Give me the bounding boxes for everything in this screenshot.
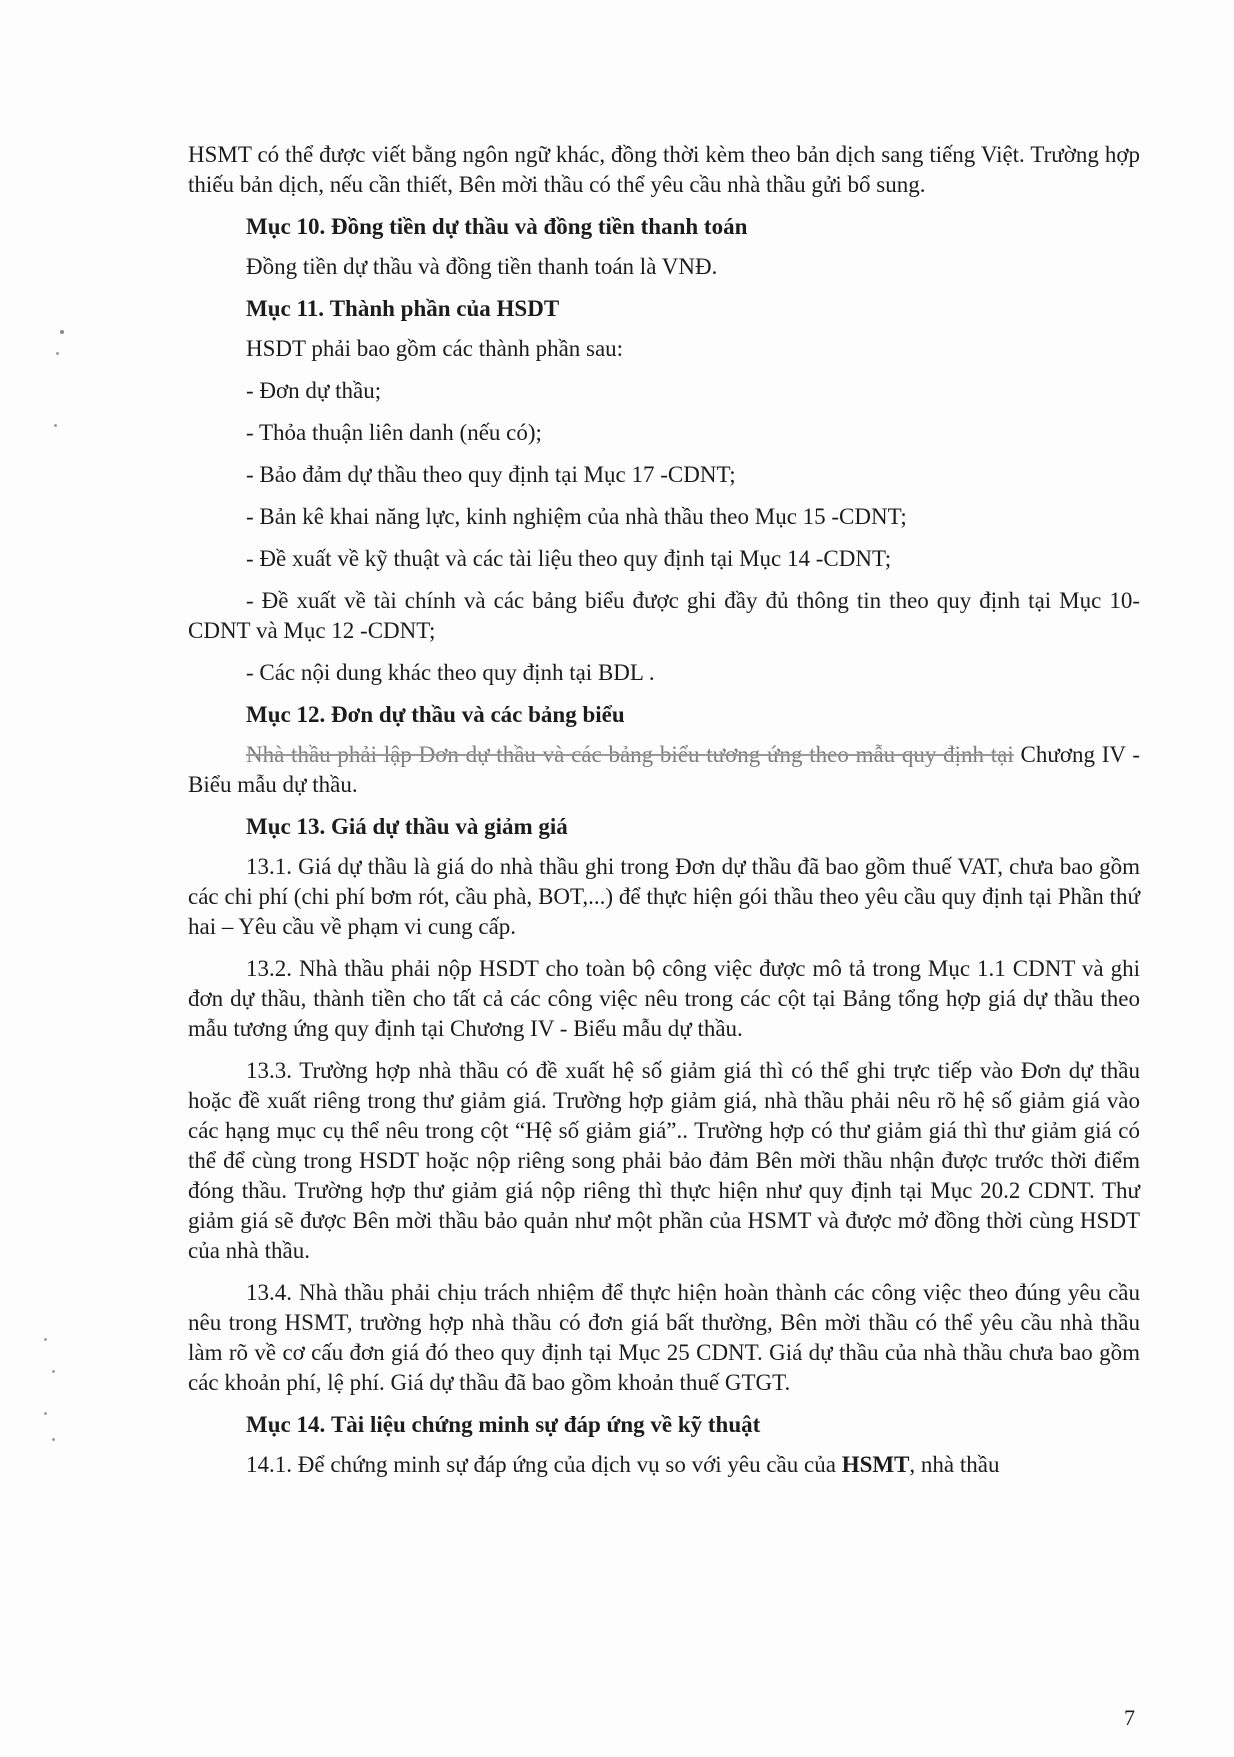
section-11-intro: HSDT phải bao gồm các thành phần sau:: [246, 336, 624, 361]
section-number: Mục 11.: [246, 296, 324, 321]
scan-speck: [52, 1370, 55, 1373]
section-heading-10: [188, 212, 1140, 242]
clause-13-2: 13.2. Nhà thầu phải nộp HSDT cho toàn bộ công việc được mô tả trong Mục 1.1 CDNT và ghi đơn dự thầu, thành tiền cho tất cả các công việc nêu trong các cột tại Bảng tổng hợp giá dự thầu theo mẫu tương ứng quy định tại Chương IV - Biểu mẫu dự thầu.: [188, 956, 1140, 1041]
section-title: Đồng tiền dự thầu và đồng tiền thanh toán: [330, 214, 748, 239]
section-heading-13: [188, 812, 1140, 842]
clause-14-1-text-end: , nhà thầu: [909, 1452, 1000, 1477]
section-title: Giá dự thầu và giảm giá: [330, 814, 568, 839]
section-heading-14: [188, 1410, 1140, 1440]
section-number: Mục 10.: [246, 214, 326, 239]
clause-14-1: [188, 1450, 1140, 1480]
section-title: Đơn dự thầu và các bảng biểu: [330, 702, 625, 727]
section-12-text: [188, 740, 1140, 800]
list-item: - Đơn dự thầu;: [246, 378, 382, 403]
scan-speck: [44, 1338, 47, 1341]
scan-speck: [52, 1438, 55, 1441]
document-body: [188, 140, 1140, 1480]
list-item: - Đề xuất về tài chính và các bảng biểu được ghi đầy đủ thông tin theo quy định tại Mục 10-CDNT và Mục 12 -CDNT;: [188, 588, 1140, 643]
section-number: Mục 12.: [246, 702, 326, 727]
struck-text: Nhà thầu phải lập Đơn dự thầu và các bảng biểu tương ứng theo mẫu quy định tại: [246, 742, 1014, 767]
section-title: Tài liệu chứng minh sự đáp ứng về kỹ thuật: [330, 1412, 761, 1437]
clause-14-1-text: 14.1. Để chứng minh sự đáp ứng của dịch vụ so với yêu cầu của: [246, 1452, 842, 1477]
clause-13-1: 13.1. Giá dự thầu là giá do nhà thầu ghi trong Đơn dự thầu đã bao gồm thuế VAT, chưa bao gồm các chi phí (chi phí bơm rót, cầu phà, BOT,...) để thực hiện gói thầu theo yêu cầu quy định tại Phần thứ hai – Yêu cầu về phạm vi cung cấp.: [188, 854, 1140, 939]
clause-14-1-bold: HSMT: [841, 1452, 910, 1477]
scan-speck: [44, 1412, 47, 1415]
clause-13-4: 13.4. Nhà thầu phải chịu trách nhiệm để thực hiện hoàn thành các công việc theo đúng yêu cầu nêu trong HSMT, trường hợp nhà thầu có đơn giá bất thường, Bên mời thầu có thể yêu cầu nhà thầu làm rõ về cơ cấu đơn giá đó theo quy định tại Mục 25 CDNT. Giá dự thầu của nhà thầu chưa bao gồm các khoản phí, lệ phí. Giá dự thầu đã bao gồm khoản thuế GTGT.: [188, 1280, 1140, 1395]
list-item: - Thỏa thuận liên danh (nếu có);: [246, 420, 542, 445]
list-item: - Bản kê khai năng lực, kinh nghiệm của nhà thầu theo Mục 15 -CDNT;: [246, 504, 907, 529]
section-12-text-cont: Chương IV - Biểu mẫu dự thầu.: [188, 742, 1141, 797]
list-item: - Bảo đảm dự thầu theo quy định tại Mục 17 -CDNT;: [246, 462, 736, 487]
section-10-text: Đồng tiền dự thầu và đồng tiền thanh toán là VNĐ.: [246, 254, 718, 279]
page-number: 7: [1124, 1705, 1135, 1730]
section-title: Thành phần của HSDT: [329, 296, 560, 321]
scan-speck: [54, 424, 57, 427]
scan-speck: [56, 352, 59, 355]
list-item: - Đề xuất về kỹ thuật và các tài liệu theo quy định tại Mục 14 -CDNT;: [246, 546, 892, 571]
section-heading-12: [188, 700, 1140, 730]
list-item: - Các nội dung khác theo quy định tại BDL .: [246, 660, 655, 685]
section-number: Mục 13.: [246, 814, 326, 839]
scan-speck: [60, 330, 64, 334]
intro-paragraph: HSMT có thể được viết bằng ngôn ngữ khác, đồng thời kèm theo bản dịch sang tiếng Việt. Trường hợp thiếu bản dịch, nếu cần thiết, Bên mời thầu có thể yêu cầu nhà thầu gửi bổ sung.: [188, 142, 1140, 197]
clause-13-3: 13.3. Trường hợp nhà thầu có đề xuất hệ số giảm giá thì có thể ghi trực tiếp vào Đơn dự thầu hoặc đề xuất riêng trong thư giảm giá. Trường hợp giảm giá, nhà thầu phải nêu rõ hệ số giảm giá vào các hạng mục cụ thể nêu trong cột “Hệ số giảm giá”.. Trường hợp có thư giảm giá thì thư giảm giá có thể để cùng trong HSDT hoặc nộp riêng song phải bảo đảm Bên mời thầu nhận được trước thời điểm đóng thầu. Trường hợp thư giảm giá nộp riêng thì thực hiện như quy định tại Mục 20.2 CDNT. Thư giảm giá sẽ được Bên mời thầu bảo quản như một phần của HSMT và được mở đồng thời cùng HSDT của nhà thầu.: [188, 1058, 1140, 1263]
section-number: Mục 14.: [246, 1412, 326, 1437]
section-heading-11: [188, 294, 1140, 324]
